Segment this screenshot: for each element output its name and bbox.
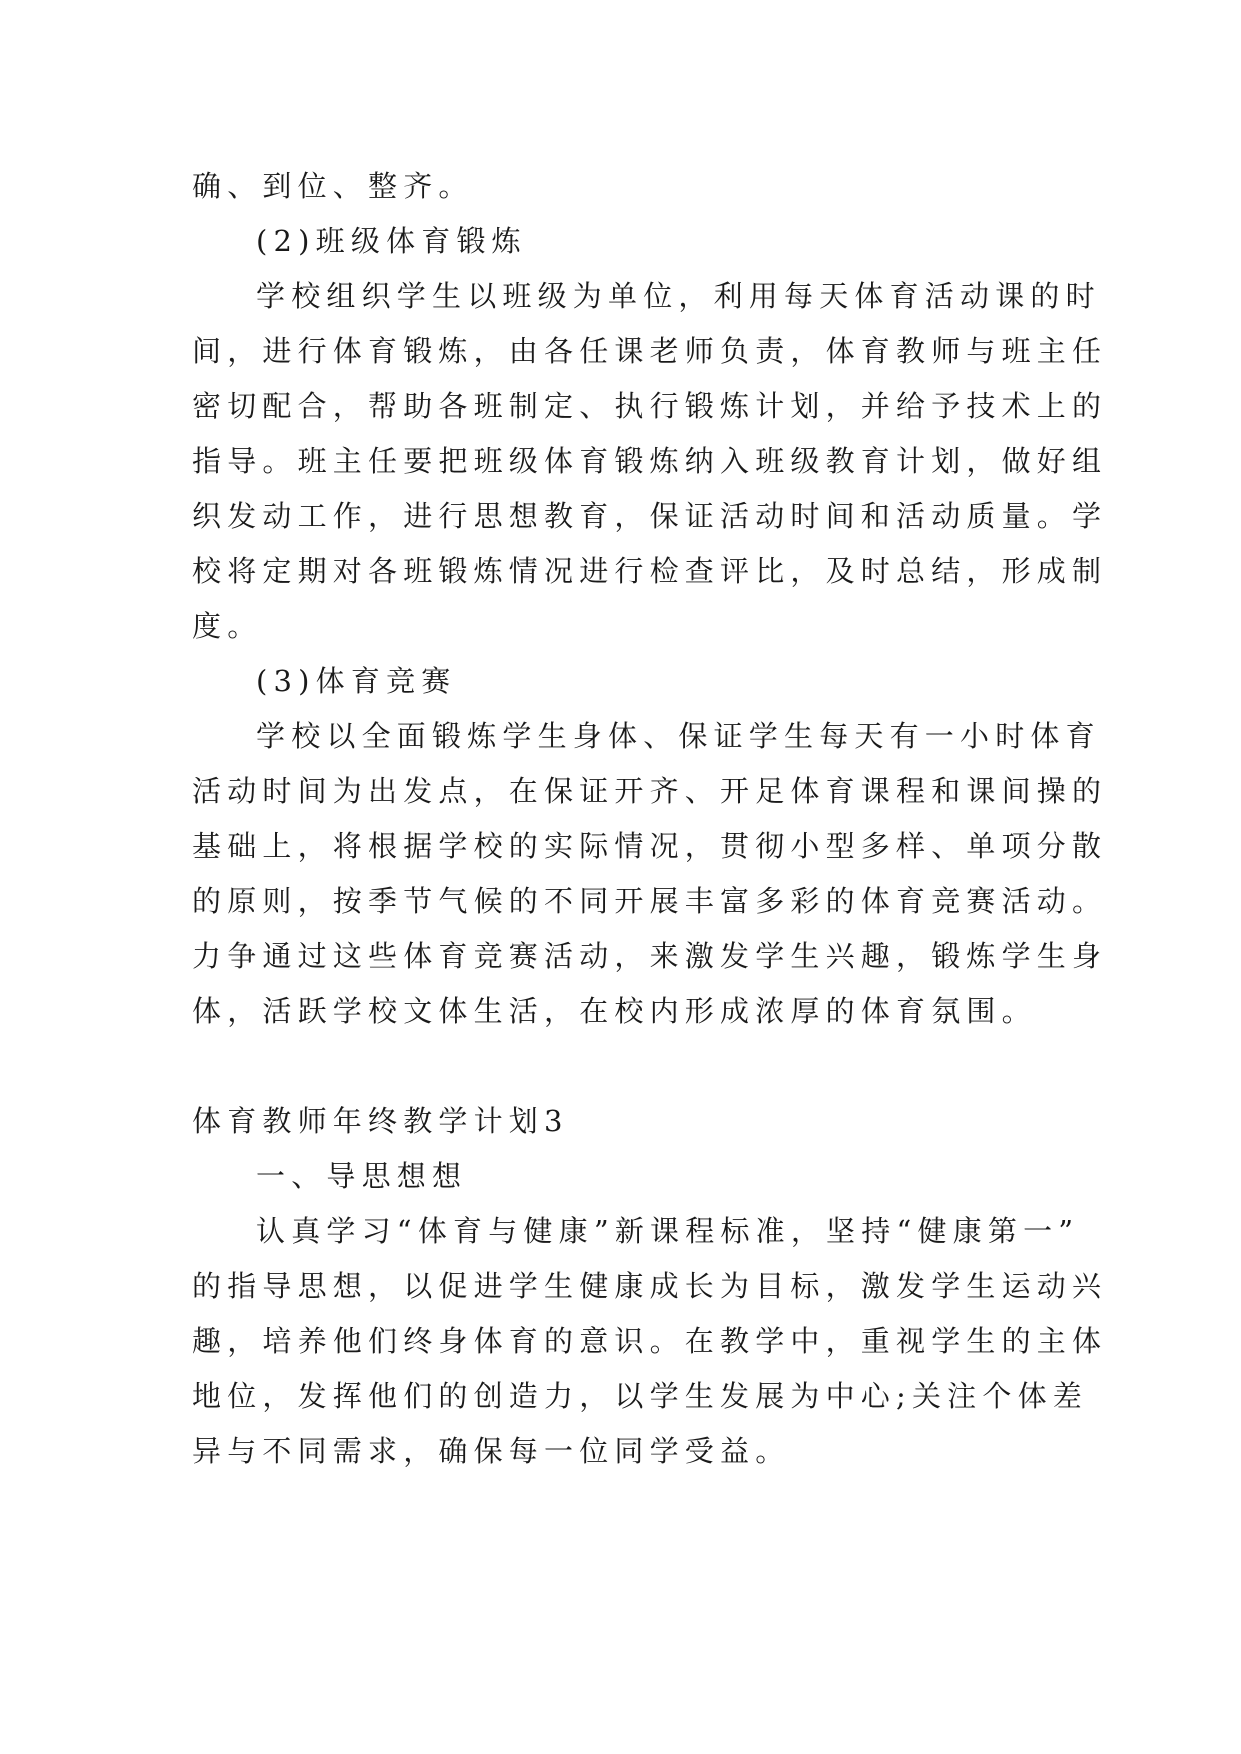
text-line: 认真学习“体育与健康”新课程标准，坚持“健康第一” (256, 1214, 1080, 1248)
text-line: 力争通过这些体育竞赛活动，来激发学生兴趣，锻炼学生身 (192, 939, 1108, 973)
text-line: 异与不同需求，确保每一位同学受益。 (192, 1434, 791, 1468)
text-line: 地位，发挥他们的创造力，以学生发展为中心;关注个体差 (192, 1379, 1088, 1413)
text-line: 活动时间为出发点，在保证开齐、开足体育课程和课间操的 (192, 774, 1108, 808)
text-line: 织发动工作，进行思想教育，保证活动时间和活动质量。学 (192, 499, 1108, 533)
text-line: 学校以全面锻炼学生身体、保证学生每天有一小时体育 (256, 719, 1101, 753)
text-line: 的指导思想，以促进学生健康成长为目标，激发学生运动兴 (192, 1269, 1108, 1303)
subheading-class-exercise: (2)班级体育锻炼 (256, 224, 527, 258)
text-line: 指导。班主任要把班级体育锻炼纳入班级教育计划，做好组 (192, 444, 1108, 478)
text-line: 间，进行体育锻炼，由各任课老师负责，体育教师与班主任 (192, 334, 1108, 368)
subheading-guiding-thought: 一、导思想想 (256, 1159, 468, 1193)
text-line: 校将定期对各班锻炼情况进行检查评比，及时总结，形成制 (192, 554, 1108, 588)
subheading-sports-competition: (3)体育竞赛 (256, 664, 457, 698)
section-title: 体育教师年终教学计划3 (192, 1104, 569, 1138)
text-line: 的原则，按季节气候的不同开展丰富多彩的体育竞赛活动。 (192, 884, 1108, 918)
text-line: 基础上，将根据学校的实际情况，贯彻小型多样、单项分散 (192, 829, 1108, 863)
text-line: 体，活跃学校文体生活，在校内形成浓厚的体育氛围。 (192, 994, 1037, 1028)
text-line: 密切配合，帮助各班制定、执行锻炼计划，并给予技术上的 (192, 389, 1108, 423)
text-line: 学校组织学生以班级为单位，利用每天体育活动课的时 (256, 279, 1101, 313)
text-line: 趣，培养他们终身体育的意识。在教学中，重视学生的主体 (192, 1324, 1108, 1358)
text-line: 度。 (192, 609, 263, 643)
text-line: 确、到位、整齐。 (192, 169, 474, 203)
